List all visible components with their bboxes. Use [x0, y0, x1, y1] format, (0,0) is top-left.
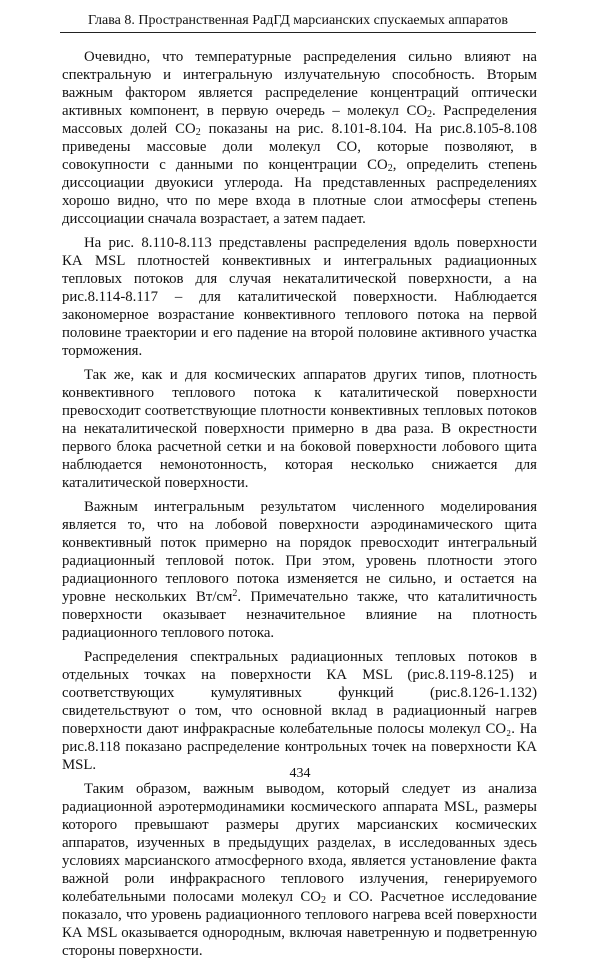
- paragraph: Так же, как и для космических аппаратов других типов, плотность конвективного теплового потока к каталитической поверхности превосходит соответствующие плотности конвективных тепловых потоков на некаталитической поверхности примерно в два раза. В окрестности первого блока расчетной сетки и на боковой поверхности лобового щита наблюдается немонотонность, которая несколько снижается для каталитической поверхности.: [62, 367, 537, 491]
- paragraph: На рис. 8.110-8.113 представлены распределения вдоль поверхности КА MSL плотностей конвективных и интегральных радиационных тепловых потоков для случая некаталитической поверхности, а на рис.8.114-8.117 – для каталитической поверхности. Наблюдается закономерное возрастание конвективного теплового потока на первой половине траектории и его падение на второй половине активного участка торможения.: [62, 235, 537, 359]
- page-number: 434: [289, 766, 311, 781]
- running-header: Глава 8. Пространственная РадГД марсианских спускаемых аппаратов: [60, 12, 536, 33]
- body-text: [62, 48, 537, 966]
- paragraph: Распределения спектральных радиационных тепловых потоков в отдельных точках на поверхности КА MSL (рис.8.119-8.125) и соответствующих кумулятивных функций (рис.8.126-1.132) свидетельствуют о том, что основной вклад в радиационный нагрев поверхности дают инфракрасные колебательные полосы молекул CO₂. На рис.8.118 показано распределение контрольных точек на поверхности КА MSL.: [62, 649, 537, 773]
- paragraph: Очевидно, что температурные распределения сильно влияют на спектральную и интегральную излучательную способность. Вторым важным фактором является распределение концентраций оптически активных компонент, в первую очередь – молекул $CO_2$. Распределения массовых долей $CO_2$ показаны на рис. 8.101-8.104. На рис.8.105-8.108 приведены массовые доли молекул CO, которые позволяют, в совокупности с данными по концентрации $CO_2$, определить степень диссоциации двуокиси углерода. На представленных распределениях хорошо видно, что по мере входа в плотные слои атмосферы степень диссоциации сначала возрастает, а затем падает.: [62, 49, 538, 227]
- paragraph: Важным интегральным результатом численного моделирования является то, что на лобовой поверхности аэродинамического щита конвективный поток примерно на порядок превосходит интегральный радиационный тепловой поток. При этом, уровень плотности этого радиационного теплового потока изменяется не сильно, и остается на уровне нескольких $Вт/см^2$. Примечательно также, что каталитичность поверхности оказывает незначительное влияние на плотность радиационного теплового потока.: [62, 499, 537, 641]
- paragraph: Таким образом, важным выводом, который следует из анализа радиационной аэротермодинамики космического аппарата MSL, размеры которого превышают размеры других марсианских космических аппаратов, изученных в предыдущих разделах, в исследованных здесь условиях марсианского атмосферного входа, является установление факта важной роли инфракрасного теплового излучения, генерируемого колебательными полосами молекул $CO_2$ и CO. Расчетное исследование показало, что уровень радиационного теплового нагрева всей поверхности КА MSL оказывается однородным, включая наветренную и подветренную стороны поверхности.: [62, 781, 537, 959]
